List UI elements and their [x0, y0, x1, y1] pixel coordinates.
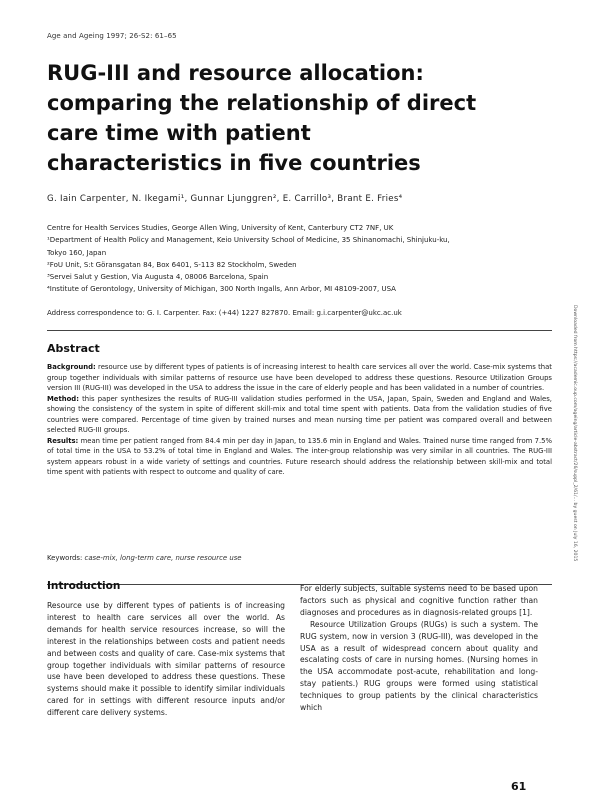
- introduction-paragraph: For elderly subjects, suitable systems need to be based upon factors such as physical and cognitive function rather than diagnoses and procedures as in diagnosis-related groups [1].: [300, 584, 538, 617]
- affiliations: [47, 222, 547, 296]
- affiliation-line: ³Servei Salut y Gestion, Via Augusta 4, 08006 Barcelona, Spain: [47, 273, 269, 282]
- affiliation-line: ⁴Institute of Gerontology, University of Michigan, 300 North Ingalls, Ann Arbor, MI 48109-2007, USA: [47, 285, 396, 294]
- journal-reference: Age and Ageing 1997; 26-S2: 61–65: [47, 32, 177, 40]
- abstract-results-label: Results:: [47, 436, 79, 445]
- download-watermark-text: Downloaded from https://academic.oup.com/ageing/article-abstract/26/suppl_2/61/… by guest on July 16, 2015: [572, 305, 577, 562]
- affiliation-line: Centre for Health Services Studies, George Allen Wing, University of Kent, Canterbury CT2 7NF, UK: [47, 224, 394, 232]
- abstract-method: [47, 394, 552, 436]
- author-list: G. Iain Carpenter, N. Ikegami¹, Gunnar Ljunggren², E. Carrillo³, Brant E. Fries⁴: [47, 194, 403, 204]
- keywords-value: case-mix, long-term care, nurse resource use: [84, 554, 242, 562]
- affiliation-line: ¹Department of Health Policy and Management, Keio University School of Medicine, 35 Shinanomachi, Shinjuku-ku,: [47, 236, 450, 245]
- introduction-heading: Introduction: [47, 580, 121, 592]
- abstract-background-label: Background:: [47, 363, 96, 371]
- abstract-heading: Abstract: [47, 342, 100, 355]
- abstract-method-label: Method:: [47, 394, 79, 403]
- introduction-paragraph: Resource Utilization Groups (RUGs) is such a system. The RUG system, now in version 3 (RUG-III), was developed in the USA as a result of widespread concern about quality and escalating costs of care in nursing homes. (Nursing homes in the USA accommodate post-acute, rehabilitation and long-stay patients.) RUG groups were formed using statistical techniques to group patients by the clinical characteristics which: [300, 619, 538, 713]
- abstract-background: [47, 362, 552, 394]
- page-number: 61: [511, 780, 527, 793]
- abstract-body: [47, 362, 552, 478]
- introduction-right-column: [300, 583, 538, 714]
- abstract-results: [47, 436, 552, 478]
- introduction-left-column: [47, 600, 285, 719]
- introduction-paragraph: Resource use by different types of patients is of increasing interest to health care services all over the world. As demands for health service resources increase, so will the interest in the relationships between costs and patient needs and between costs and quality of care. Case-mix systems that group together individuals with similar patterns of resource use have been developed to address these questions. These systems should make it possible to identify similar individuals cared for in settings with different resource inputs and/or different care delivery systems.: [47, 601, 285, 718]
- affiliation-line: Tokyo 160, Japan: [47, 248, 107, 257]
- download-watermark: [568, 305, 578, 635]
- keywords: [47, 554, 552, 562]
- abstract-method-text: this paper synthesizes the results of RUG-III validation studies performed in the USA, Japan, Spain, Sweden and England and Wales, showing the consistency of the system in spite of different skill-mix and total time spent with patients. Data from the validation studies of five countries were compared. Percentage of time given by trained nurses and mean nursing time per patient was compared overall and between selected RUG-III groups.: [47, 394, 552, 434]
- abstract-background-text: resource use by different types of patients is of increasing interest to health care services all over the world. Case-mix systems that group together individuals with similar patterns of resource use have been developed to address these questions. Resource Utilization Groups version III (RUG-III) was developed in the USA to address the issue in the care of elderly people and has been validated in a number of countries.: [47, 363, 552, 392]
- keywords-label: Keywords:: [47, 554, 83, 562]
- article-title: RUG-III and resource allocation: comparing the relationship of direct care time with patient characteristics in five countries: [47, 61, 477, 175]
- affiliation-line: ²FoU Unit, S:t Göransgatan 84, Box 6401, S-113 82 Stockholm, Sweden: [47, 260, 297, 269]
- correspondence-address: Address correspondence to: G. I. Carpenter. Fax: (+44) 1227 827870. Email: g.i.carpenter@ukc.ac.uk: [47, 309, 402, 317]
- abstract-results-text: mean time per patient ranged from 84.4 min per day in Japan, to 135.6 min in England and Wales. Trained nurse time ranged from 7.5% of total time in the USA to 53.2% of total time in England and Wales. The inter-group relationship was very similar in all countries. The RUG-III system appears robust in a wide variety of settings and countries. Future research should address the relationship between skill-mix and total time spent with patients with respect to outcome and quality of care.: [47, 436, 552, 476]
